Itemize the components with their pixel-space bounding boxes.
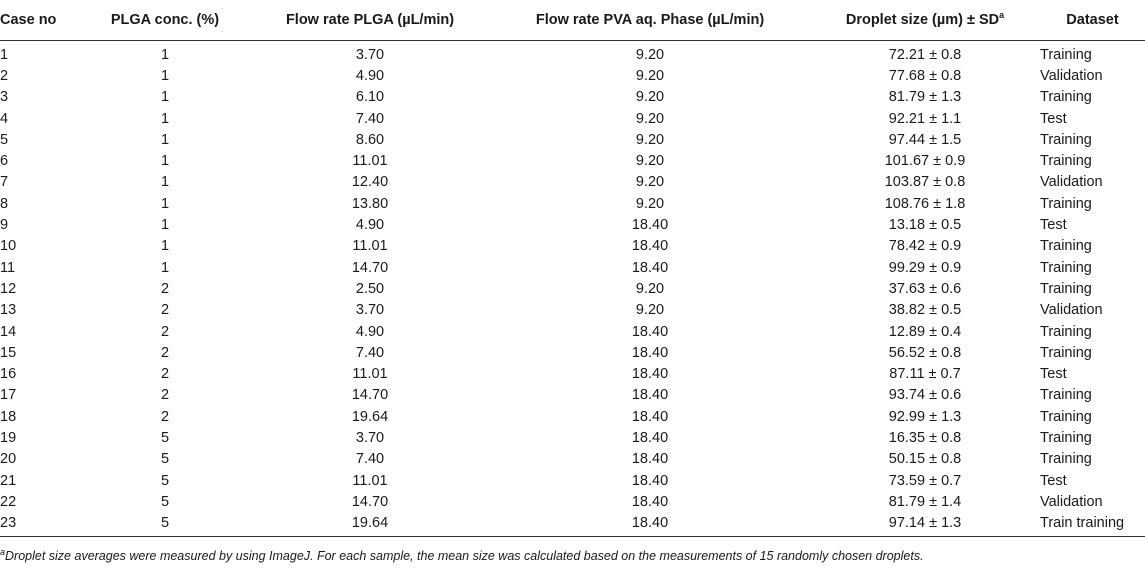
cell-case-no: 6 (0, 153, 9, 170)
cell-plga-conc: 1 (160, 238, 170, 255)
cell-case-no: 20 (0, 451, 17, 468)
cell-case-no: 21 (0, 472, 17, 489)
cell-flow-rate-plga: 3.70 (355, 429, 385, 446)
cell-plga-conc: 1 (160, 131, 170, 148)
cell-droplet-size: 38.82 ± 0.5 (888, 302, 962, 319)
cell-flow-rate-pva: 18.40 (631, 429, 669, 446)
cell-flow-rate-pva: 9.20 (635, 153, 665, 170)
cell-droplet-size: 87.11 ± 0.7 (889, 366, 961, 383)
cell-dataset: Test (1040, 110, 1067, 127)
cell-dataset: Training (1040, 131, 1092, 148)
cell-flow-rate-pva: 18.40 (631, 238, 669, 255)
footnote-text: Droplet size averages were measured by using ImageJ. For each sample, the mean size was calculated based on the measurements of 15 randomly chosen droplets. (5, 548, 924, 563)
cell-dataset: Test (1040, 366, 1067, 383)
table-row (0, 41, 1145, 66)
cell-plga-conc: 1 (160, 46, 170, 63)
table-row (0, 278, 1145, 299)
cell-plga-conc: 2 (160, 408, 170, 425)
cell-dataset: Validation (1040, 493, 1103, 510)
table-row (0, 129, 1145, 150)
table-row (0, 321, 1145, 342)
table-row (0, 300, 1145, 321)
table-row (0, 236, 1145, 257)
cell-flow-rate-plga: 4.90 (355, 67, 385, 84)
header-row (0, 0, 1145, 41)
cell-dataset: Test (1040, 217, 1067, 234)
cell-droplet-size: 37.63 ± 0.6 (888, 280, 962, 297)
table-row (0, 65, 1145, 86)
table-row (0, 406, 1145, 427)
cell-dataset: Train training (1040, 513, 1145, 537)
cell-plga-conc: 5 (160, 451, 170, 468)
cell-droplet-size: 81.79 ± 1.3 (888, 89, 962, 106)
table-row (0, 491, 1145, 512)
cell-plga-conc: 1 (160, 110, 170, 127)
cell-dataset: Training (1040, 46, 1092, 63)
table-row (0, 470, 1145, 491)
cell-flow-rate-plga: 2.50 (355, 280, 385, 297)
cell-plga-conc: 5 (160, 493, 170, 510)
cell-flow-rate-pva: 18.40 (631, 493, 669, 510)
cell-flow-rate-pva: 18.40 (631, 344, 669, 361)
table-row (0, 108, 1145, 129)
table-footnote (0, 546, 1145, 563)
cell-case-no: 4 (0, 110, 9, 127)
cell-dataset: Training (1040, 238, 1092, 255)
table-body (0, 41, 1145, 537)
cell-droplet-size: 13.18 ± 0.5 (888, 217, 962, 234)
cell-plga-conc: 1 (160, 174, 170, 191)
cell-flow-rate-pva: 18.40 (631, 408, 669, 425)
header-case-no: Case no (0, 0, 80, 41)
cell-dataset: Training (1040, 429, 1092, 446)
cell-droplet-size: 12.89 ± 0.4 (888, 323, 962, 340)
cell-plga-conc: 1 (160, 259, 170, 276)
cell-flow-rate-plga: 11.01 (352, 153, 388, 170)
table-row (0, 427, 1145, 448)
cell-flow-rate-plga: 7.40 (355, 344, 385, 361)
cell-droplet-size: 72.21 ± 0.8 (888, 46, 962, 63)
cell-flow-rate-pva: 18.40 (631, 472, 669, 489)
cell-case-no: 11 (0, 259, 16, 276)
table-row (0, 214, 1145, 235)
cell-case-no: 18 (0, 408, 17, 425)
cell-flow-rate-pva: 9.20 (635, 195, 665, 212)
cell-flow-rate-pva: 9.20 (635, 280, 665, 297)
cell-case-no: 13 (0, 302, 17, 319)
cell-flow-rate-plga: 4.90 (355, 323, 385, 340)
cell-droplet-size: 97.44 ± 1.5 (888, 131, 962, 148)
cell-flow-rate-plga: 3.70 (355, 46, 385, 63)
cell-droplet-size: 103.87 ± 0.8 (884, 174, 966, 191)
cell-flow-rate-pva: 18.40 (631, 451, 669, 468)
table-row (0, 257, 1145, 278)
cell-case-no: 19 (0, 429, 17, 446)
cell-dataset: Training (1040, 387, 1092, 404)
cell-droplet-size: 56.52 ± 0.8 (888, 344, 962, 361)
cell-flow-rate-plga: 19.64 (250, 513, 490, 537)
cell-flow-rate-pva: 18.40 (631, 217, 669, 234)
cell-flow-rate-plga: 4.90 (355, 217, 385, 234)
cell-flow-rate-pva: 9.20 (635, 46, 665, 63)
cell-case-no: 15 (0, 344, 17, 361)
cell-case-no: 5 (0, 131, 9, 148)
cell-flow-rate-pva: 9.20 (635, 174, 665, 191)
header-flow-rate-plga: Flow rate PLGA (µL/min) (250, 0, 490, 41)
cell-flow-rate-plga: 12.40 (351, 174, 389, 191)
cell-droplet-size: 99.29 ± 0.9 (888, 259, 962, 276)
cell-droplet-size: 93.74 ± 0.6 (888, 387, 962, 404)
header-plga-conc: PLGA conc. (%) (80, 0, 250, 41)
cell-dataset: Training (1040, 323, 1092, 340)
cell-droplet-size: 92.21 ± 1.1 (888, 110, 962, 127)
cell-dataset: Training (1040, 280, 1092, 297)
cell-droplet-size: 92.99 ± 1.3 (888, 408, 962, 425)
header-flow-rate-pva: Flow rate PVA aq. Phase (µL/min) (490, 0, 810, 41)
header-dataset: Dataset (1040, 0, 1145, 41)
cell-dataset: Training (1040, 153, 1092, 170)
cell-flow-rate-pva: 18.40 (631, 366, 669, 383)
cell-droplet-size: 50.15 ± 0.8 (888, 451, 962, 468)
cell-dataset: Training (1040, 259, 1092, 276)
cell-droplet-size: 78.42 ± 0.9 (888, 238, 962, 255)
cell-plga-conc: 2 (160, 302, 170, 319)
table-row (0, 513, 1145, 537)
cell-dataset: Training (1040, 344, 1092, 361)
cell-flow-rate-plga: 19.64 (351, 408, 389, 425)
cell-dataset: Training (1040, 408, 1092, 425)
cell-flow-rate-pva: 18.40 (631, 387, 669, 404)
cell-dataset: Training (1040, 195, 1092, 212)
cell-flow-rate-pva: 9.20 (635, 131, 665, 148)
cell-flow-rate-plga: 11.01 (352, 472, 388, 489)
table-row (0, 150, 1145, 171)
cell-plga-conc: 2 (160, 344, 170, 361)
cell-dataset: Validation (1040, 174, 1103, 191)
footnote-marker: a (0, 546, 6, 557)
cell-plga-conc: 1 (160, 153, 170, 170)
cell-droplet-size: 108.76 ± 1.8 (884, 195, 966, 212)
cell-case-no: 8 (0, 195, 9, 212)
cell-plga-conc: 5 (160, 429, 170, 446)
cell-droplet-size: 16.35 ± 0.8 (888, 429, 962, 446)
cell-plga-conc: 1 (160, 217, 170, 234)
header-droplet-size-label: Droplet size (µm) ± SD (845, 12, 1000, 28)
cell-flow-rate-plga: 3.70 (355, 302, 385, 319)
table-row (0, 172, 1145, 193)
cell-flow-rate-pva: 9.20 (635, 67, 665, 84)
cell-flow-rate-plga: 14.70 (351, 493, 389, 510)
table-row (0, 87, 1145, 108)
cell-plga-conc: 2 (160, 366, 170, 383)
cell-plga-conc: 5 (80, 513, 250, 537)
cell-case-no: 10 (0, 238, 17, 255)
cell-flow-rate-plga: 7.40 (355, 451, 385, 468)
cell-dataset: Validation (1040, 67, 1103, 84)
cell-flow-rate-pva: 18.40 (631, 259, 669, 276)
header-droplet-size (810, 0, 1040, 41)
cell-case-no: 2 (0, 67, 9, 84)
cell-flow-rate-pva: 18.40 (631, 323, 669, 340)
cell-plga-conc: 5 (160, 472, 170, 489)
cell-plga-conc: 1 (160, 195, 170, 212)
cell-case-no: 7 (0, 174, 9, 191)
cell-plga-conc: 2 (160, 323, 170, 340)
cell-case-no: 14 (0, 323, 17, 340)
cell-dataset: Test (1040, 472, 1067, 489)
cell-case-no: 16 (0, 366, 17, 383)
cell-dataset: Training (1040, 451, 1092, 468)
cell-flow-rate-plga: 11.01 (352, 366, 388, 383)
cell-case-no: 3 (0, 89, 9, 106)
cell-droplet-size: 77.68 ± 0.8 (888, 67, 962, 84)
cell-droplet-size: 73.59 ± 0.7 (888, 472, 962, 489)
cell-flow-rate-plga: 13.80 (351, 195, 389, 212)
cell-flow-rate-plga: 14.70 (351, 387, 389, 404)
cell-flow-rate-plga: 7.40 (355, 110, 385, 127)
table-header (0, 0, 1145, 41)
cell-flow-rate-pva: 9.20 (635, 110, 665, 127)
table-row (0, 363, 1145, 384)
cell-droplet-size: 81.79 ± 1.4 (888, 493, 962, 510)
cell-droplet-size: 97.14 ± 1.3 (810, 513, 1040, 537)
cell-plga-conc: 2 (160, 280, 170, 297)
cell-flow-rate-plga: 6.10 (355, 89, 385, 106)
table-row (0, 342, 1145, 363)
cell-droplet-size: 101.67 ± 0.9 (884, 153, 966, 170)
cell-flow-rate-pva: 9.20 (635, 89, 665, 106)
cell-flow-rate-plga: 14.70 (351, 259, 389, 276)
cell-case-no: 12 (0, 280, 17, 297)
cell-flow-rate-plga: 8.60 (355, 131, 385, 148)
cell-plga-conc: 1 (160, 67, 170, 84)
cell-dataset: Validation (1040, 302, 1103, 319)
cell-flow-rate-pva: 9.20 (635, 302, 665, 319)
cell-plga-conc: 1 (160, 89, 170, 106)
table-row (0, 193, 1145, 214)
header-droplet-footnote-marker: a (999, 10, 1005, 21)
table-row (0, 449, 1145, 470)
cell-plga-conc: 2 (160, 387, 170, 404)
cell-flow-rate-plga: 11.01 (352, 238, 388, 255)
table-row (0, 385, 1145, 406)
cell-case-no: 9 (0, 217, 9, 234)
cell-case-no: 23 (0, 513, 80, 537)
cell-flow-rate-pva: 18.40 (490, 513, 810, 537)
cell-dataset: Training (1040, 89, 1092, 106)
cell-case-no: 17 (0, 387, 17, 404)
cell-case-no: 1 (0, 46, 9, 63)
cell-case-no: 22 (0, 493, 17, 510)
